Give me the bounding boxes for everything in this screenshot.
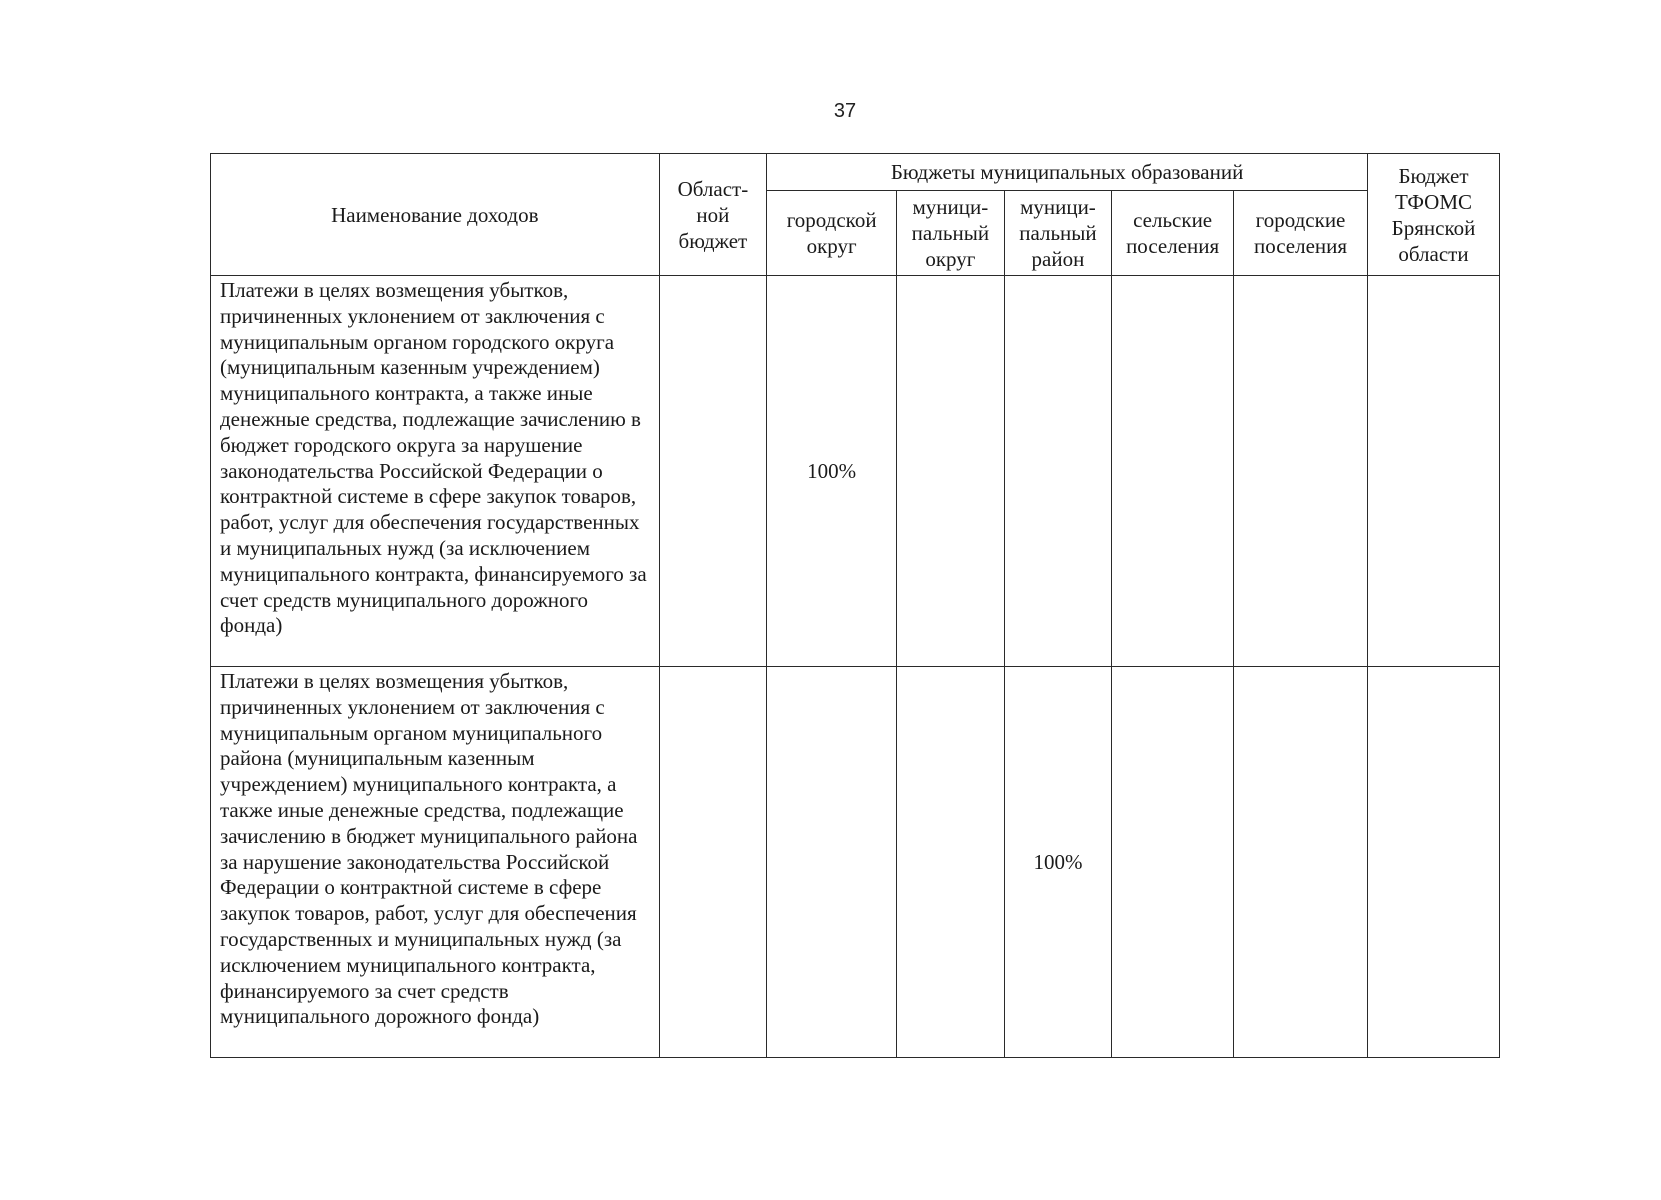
header-municipal-budgets-label: Бюджеты муниципальных образований bbox=[890, 160, 1244, 184]
header-urban-settlements-label: городские поселения bbox=[1253, 208, 1348, 258]
header-rural-settlements bbox=[1112, 191, 1234, 276]
header-tfoms-budget-label: Бюджет ТФОМС Брянской области bbox=[1391, 163, 1476, 266]
revenue-distribution-table bbox=[210, 153, 1500, 1058]
city-district-cell: 100% bbox=[767, 276, 897, 667]
city-district-cell bbox=[767, 667, 897, 1058]
header-municipal-raion bbox=[1004, 191, 1112, 276]
table-row bbox=[211, 667, 1500, 1058]
header-regional-budget-label: Област- ной бюджет bbox=[677, 176, 749, 253]
regional-budget-cell bbox=[659, 276, 767, 667]
header-municipal-okrug-label: муници- пальный округ bbox=[911, 195, 990, 271]
revenue-name-cell: Платежи в целях возмещения убытков, причиненных уклонением от заключения с муниципальным органом городского округа (муниципальным казенным учреждением) муниципального контракта, а также иные денежные средства, подлежащие зачислению в бюджет городского округа за нарушение законодательства Российской Федерации о контрактной системе в сфере закупок товаров, работ, услуг для обеспечения государственных и муниципальных нужд (за исключением муниципального контракта, финансируемого за счет средств муниципального дорожного фонда) bbox=[211, 276, 660, 667]
urban-settlements-cell bbox=[1234, 276, 1368, 667]
rural-settlements-cell bbox=[1112, 276, 1234, 667]
header-city-district bbox=[767, 191, 897, 276]
header-urban-settlements bbox=[1234, 191, 1368, 276]
revenue-name-cell: Платежи в целях возмещения убытков, причиненных уклонением от заключения с муниципальным органом муниципального района (муниципальным казенным учреждением) муниципального контракта, а также иные денежные средства, подлежащие зачислению в бюджет муниципального района за нарушение законодательства Российской Федерации о контрактной системе в сфере закупок товаров, работ, услуг для обеспечения государственных и муниципальных нужд (за исключением муниципального контракта, финансируемого за счет средств муниципального дорожного фонда) bbox=[211, 667, 660, 1058]
table-row bbox=[211, 276, 1500, 667]
header-municipal-raion-label: муници- пальный район bbox=[1019, 195, 1097, 271]
header-municipal-okrug bbox=[897, 191, 1005, 276]
header-revenue-name bbox=[211, 154, 660, 276]
municipal-raion-cell bbox=[1004, 276, 1112, 667]
header-city-district-label: городской округ bbox=[786, 208, 877, 258]
regional-budget-cell bbox=[659, 667, 767, 1058]
municipal-okrug-cell bbox=[897, 276, 1005, 667]
header-tfoms-budget bbox=[1368, 154, 1500, 276]
header-municipal-budgets-group bbox=[767, 154, 1368, 191]
page-number: 37 bbox=[833, 100, 857, 122]
tfoms-budget-cell bbox=[1368, 667, 1500, 1058]
rural-settlements-cell bbox=[1112, 667, 1234, 1058]
urban-settlements-cell bbox=[1234, 667, 1368, 1058]
municipal-okrug-cell bbox=[897, 667, 1005, 1058]
header-regional-budget bbox=[659, 154, 767, 276]
header-revenue-name-label: Наименование доходов bbox=[331, 202, 539, 227]
header-rural-settlements-label: сельские поселения bbox=[1126, 208, 1220, 258]
municipal-raion-cell: 100% bbox=[1004, 667, 1112, 1058]
tfoms-budget-cell bbox=[1368, 276, 1500, 667]
